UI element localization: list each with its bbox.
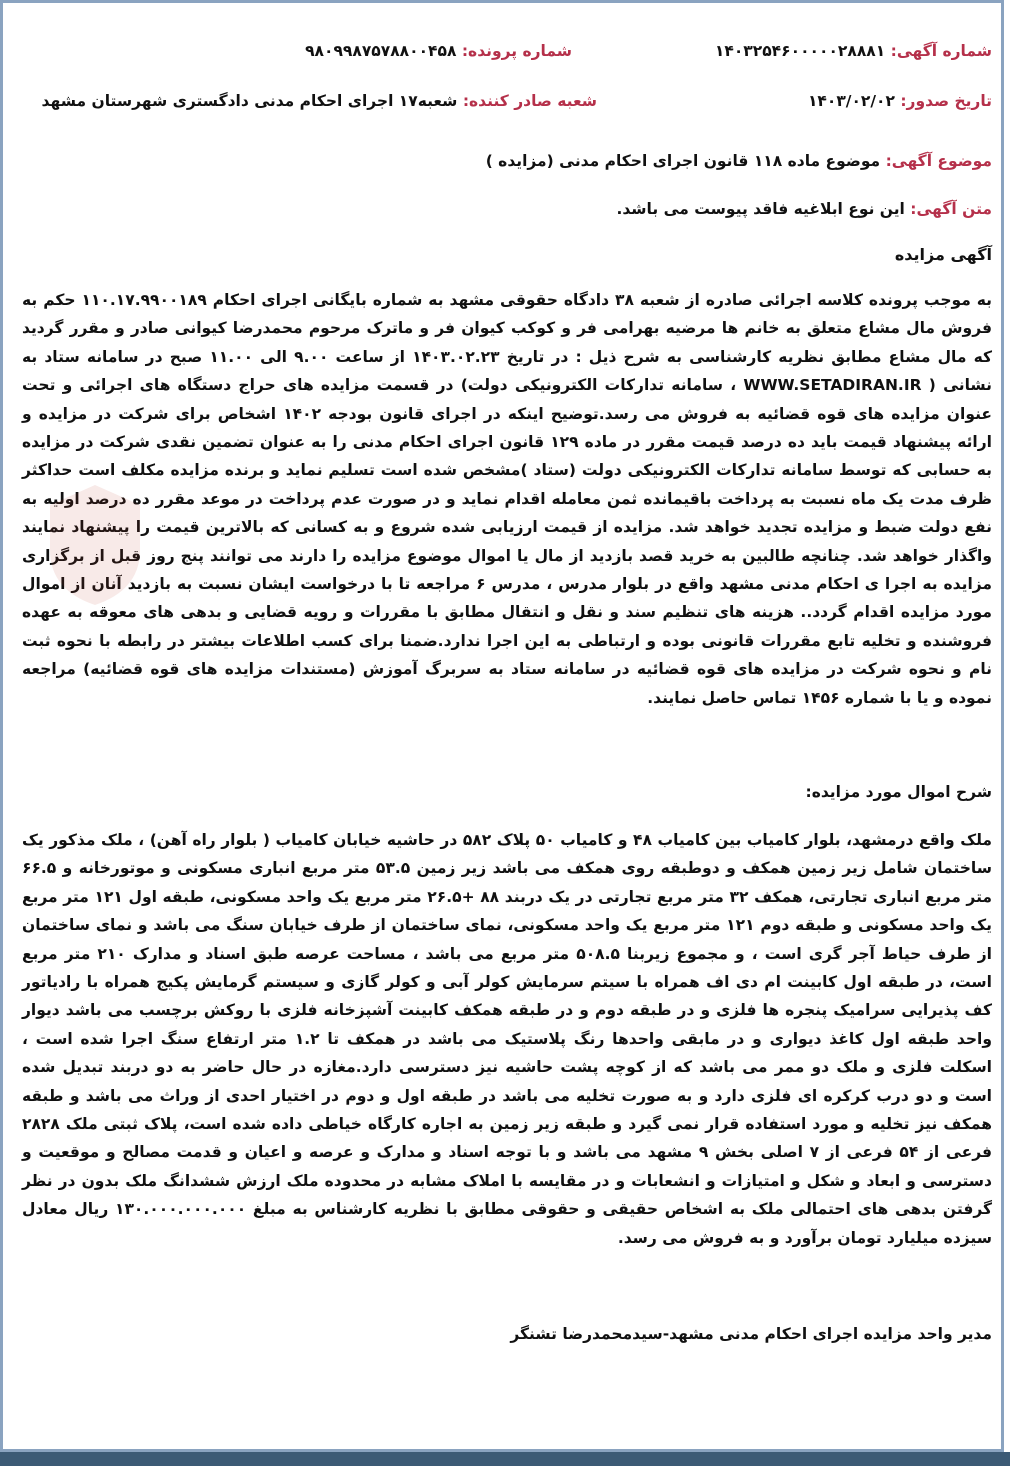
ad-number-value: ۱۴۰۳۲۵۴۶۰۰۰۰۰۲۸۸۸۱ (714, 42, 886, 60)
issue-date-label: تاریخ صدور: (900, 92, 992, 110)
signature-line: مدیر واحد مزایده اجرای احکام مدنی مشهد-سیدمحمدرضا تشنگر (510, 1325, 992, 1343)
issuer-label: شعبه صادر کننده: (462, 92, 597, 110)
watermark-shield-icon (40, 480, 150, 610)
issuer-row (42, 92, 597, 110)
subject-value: موضوع ماده ۱۱۸ قانون اجرای احکام مدنی (مزایده ) (485, 152, 881, 170)
text-value: این نوع ابلاغیه فاقد پیوست می باشد. (616, 200, 905, 218)
text-row (22, 200, 992, 218)
subject-label: موضوع آگهی: (885, 152, 992, 170)
ad-number-label: شماره آگهی: (890, 42, 992, 60)
subject-row (22, 152, 992, 170)
text-label: متن آگهی: (910, 200, 992, 218)
notice-title: آگهی مزایده (894, 245, 992, 264)
case-number-value: ۹۸۰۹۹۸۷۵۷۸۸۰۰۴۵۸ (305, 42, 457, 60)
bottom-bar (0, 1452, 1010, 1466)
notice-paragraph-2: ملک واقع درمشهد، بلوار کامیاب بین کامیاب ۴۸ و کامیاب ۵۰ پلاک ۵۸۲ در حاشیه خیابان کامیاب ( بلوار راه آهن) ، ملک مذکور یک ساختمان شامل زیر زمین همکف و دوطبقه روی همکف می باشد زیر زمین ۵۳.۵ متر مربع انباری مسکونی و موتورخانه و ۶۶.۵ متر مربع انباری تجارتی، همکف ۳۲ متر مربع تجارتی در یک دربند ۸۸ +۲۶.۵ متر مربع یک واحد مسکونی، طبقه اول ۱۲۱ متر مربع یک واحد مسکونی و طبقه دوم ۱۲۱ متر مربع یک واحد مسکونی، نمای ساختمان از طرف خیابان سنگ می باشد و نمای ساختمان از طرف حیاط آجر گری است ، و مجموع زیربنا ۵۰۸.۵ متر مربع می باشد ، مساحت عرصه طبق اسناد و مدارک ۲۱۰ متر مربع است، در طبقه اول کابینت ام دی اف همراه با سیتم سرمایش کولر آبی و کولر گازی و سیستم گرمایش پکیج همراه با رادیاتور کف پذیرایی سرامیک پنجره ها فلزی و در طبقه دوم و در طبقه همکف کابینت آشپزخانه فلزی با روکش برچسب می باشد دیوار واحد طبقه اول کاغذ دیواری و در مابقی واحدها رنگ پلاستیک می باشد در همکف تا ۱.۲ متر ارتفاع سنگ اجرا شده است ، اسکلت فلزی و ملک دو ممر می باشد که از کوچه پشت حاشیه نیز دسترسی دارد.مغازه در حال حاضر به دو دربند تبدیل شده است و دو درب کرکره ای فلزی دارد و به صورت تخلیه می باشد در طبقه اول و دوم در اختیار احدی از وراث می باشد و طبقه همکف نیز تخلیه و مورد استفاده قرار نمی گیرد و طبقه زیر زمین به اجاره کارگاه خیاطی داده شده است، پلاک ثبتی ملک ۲۸۲۸ فرعی از ۵۴ فرعی از ۷ اصلی بخش ۹ مشهد می باشد و با توجه اسناد و مدارک و عرصه و اعیان و قدمت مصالح و موقعیت و دسترسی و ابعاد و شکل و امتیازات و انشعابات و در مقایسه با املاک مشابه در محدوده ملک ارزش ششدانگ ملک بدون در نظر گرفتن بدهی های احتمالی ملک به اشخاص حقیقی و حقوقی مطابق با نظریه کارشناس به مبلغ ۱۳۰.۰۰۰.۰۰۰.۰۰۰ ریال معادل سیزده میلیارد تومان برآورد و به فروش می رسد. (22, 831, 992, 1247)
issuer-value: شعبه۱۷ اجرای احکام مدنی دادگستری شهرستان مشهد (41, 92, 458, 110)
issue-date-value: ۱۴۰۳/۰۲/۰۲ (807, 92, 895, 110)
case-number-label: شماره پرونده: (461, 42, 572, 60)
section-heading: شرح اموال مورد مزایده: (805, 783, 992, 801)
notice-paragraph-1: به موجب پرونده کلاسه اجرائی صادره از شعبه ۳۸ دادگاه حقوقی مشهد به شماره بایگانی اجرای احکام ۱۱۰.۱۷.۹۹۰۰۱۸۹ حکم به فروش مال مشاع متعلق به خانم ها مرضیه بهرامی فر و کوکب کیوان فر و ماترک مرحوم محمدرضا کیوانی صادر و مقرر گردید که مال مشاع مطابق نظریه کارشناسی به شرح ذیل : در تاریخ ۱۴۰۳.۰۲.۲۳ از ساعت ۹.۰۰ الی ۱۱.۰۰ صبح در سامانه ستاد به نشانی ( WWW.SETADIRAN.IR ، سامانه تدارکات الکترونیکی دولت) در قسمت مزایده های حراج دستگاه های اجرائی و تحت عنوان مزایده های قوه قضائیه به فروش می رسد.توضیح اینکه در اجرای قانون بودجه ۱۴۰۲ اشخاص برای شرکت در مزایده و ارائه پیشنهاد قیمت باید ده درصد قیمت مقرر در ماده ۱۲۹ قانون اجرای احکام مدنی را به عنوان تضمین نقدی شرکت در مزایده به حسابی که توسط سامانه تدارکات الکترونیکی دولت (ستاد )مشخص شده است تسلیم نماید و برنده مزایده مکلف است حداکثر ظرف مدت یک ماه نسبت به پرداخت باقیمانده ثمن معامله اقدام نماید و در صورت عدم پرداخت در موعد مقرر ده درصد اولیه به نفع دولت ضبط و مزایده تجدید خواهد شد. مزایده از قیمت ارزیابی شده شروع و به کسانی که بالاترین قیمت را پیشنهاد نمایند واگذار خواهد شد. چنانچه طالبین به خرید قصد بازدید از مال یا اموال موضوع مزایده را دارند می توانند پنج روز قبل از برگزاری مزایده به اجرا ی احکام مدنی مشهد واقع در بلوار مدرس ، مدرس ۶ مراجعه تا با درخواست ایشان نسبت به بازدید آنان از اموال مورد مزایده اقدام گردد.. هزینه های تنظیم سند و نقل و انتقال مطابق با مقررات و رویه قضایی و بدهی های معوقه به عهده فروشنده و تخلیه تابع مقررات قانونی بوده و ارتباطی به این اجرا ندارد.ضمنا برای کسب اطلاعات بیشتر در رابطه با نحوه ثبت نام و نحوه شرکت در مزایده های قوه قضائیه در سامانه ستاد به سربرگ آموزش (مستندات مزایده های قوه قضائیه) مراجعه نموده و یا با شماره ۱۴۵۶ تماس حاصل نمایند. (22, 291, 992, 707)
case-number-row (305, 42, 572, 60)
